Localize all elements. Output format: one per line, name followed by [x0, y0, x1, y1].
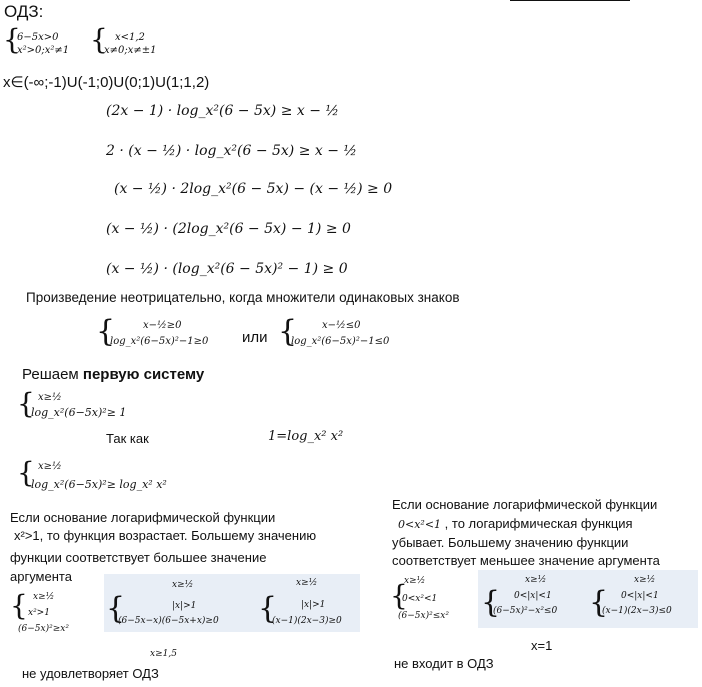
fs-line3: x≥½	[38, 461, 62, 472]
brace-icon: {	[481, 585, 501, 620]
left-result: x≥1,5	[150, 649, 177, 659]
left-s1-line3: (6−5x)²≥x²	[18, 624, 69, 634]
fs-line1: x≥½	[38, 392, 62, 403]
left-conclusion: не удовлетворяет ОДЗ	[22, 666, 159, 681]
right-result: x=1	[531, 638, 553, 653]
first-system-heading	[22, 366, 204, 383]
right-s1-line1: x≥½	[404, 576, 426, 586]
right-s1-line2: 0<x²<1	[402, 594, 438, 604]
left-s3-line3: (x−1)(2x−3)≥0	[272, 616, 342, 626]
left-s1-line1: x≥½	[33, 592, 55, 602]
left-text4: аргумента	[10, 569, 72, 584]
left-text3: функции соответствует большее значение	[10, 550, 267, 565]
brace-icon: {	[10, 589, 28, 622]
right-highlight	[478, 570, 698, 628]
step-line: (2x − 1) · log_x²(6 − 5x) ≥ x − ½	[106, 103, 339, 119]
fs-line2: log_x²(6−5x)²≥ 1	[31, 406, 127, 419]
brace-icon: {	[589, 585, 609, 620]
identity: 1=log_x² x²	[268, 429, 344, 444]
odz-sys2-line1: x<1,2	[115, 32, 145, 43]
right-s2-line2: 0<|x|<1	[514, 591, 552, 601]
right-text4: соответствует меньшее значение аргумента	[392, 553, 660, 568]
right-s3-line3: (x−1)(2x−3)≤0	[602, 606, 672, 616]
left-s2-line3: (6−5x−x)(6−5x+x)≥0	[118, 616, 219, 626]
right-conclusion: не входит в ОДЗ	[394, 656, 494, 671]
odz-sys1-line2: x²>0;x²≠1	[17, 45, 70, 56]
right-s2-line3: (6−5x)²−x²≤0	[493, 606, 558, 616]
left-s1-line2: x²>1	[28, 608, 50, 618]
brace-icon: {	[278, 314, 298, 349]
right-s3-line1: x≥½	[634, 575, 656, 585]
product-note: Произведение неотрицательно, когда множители одинаковых знаков	[26, 290, 460, 305]
brace-icon: {	[90, 23, 108, 56]
case-a-line2: log_x²(6−5x)²−1≥0	[110, 336, 209, 347]
right-s3-line2: 0<|x|<1	[621, 591, 659, 601]
case-b-line1: x−½≤0	[322, 320, 361, 331]
right-s2-line1: x≥½	[525, 575, 547, 585]
step-line: (x − ½) · (2log_x²(6 − 5x) − 1) ≥ 0	[106, 221, 351, 237]
right-text2-math: 0<x²<1	[398, 518, 442, 531]
left-s2-line2: |x|>1	[172, 601, 197, 611]
brace-icon: {	[3, 23, 21, 56]
step-line: (x − ½) · 2log_x²(6 − 5x) − (x − ½) ≥ 0	[114, 181, 393, 197]
fs-line4: log_x²(6−5x)²≥ log_x² x²	[31, 478, 167, 491]
first-system-bold: первую систему	[82, 366, 205, 383]
case-a-line1: x−½≥0	[143, 320, 182, 331]
brace-icon: {	[106, 591, 126, 626]
odz-sys2-line2: x≠0;x≠±1	[104, 45, 157, 56]
or-label: или	[242, 329, 268, 346]
brace-icon: {	[17, 456, 35, 489]
left-s3-line1: x≥½	[296, 578, 318, 588]
right-text1: Если основание логарифмической функции	[392, 497, 658, 512]
brace-icon: {	[96, 314, 116, 349]
step-line: 2 · (x − ½) · log_x²(6 − 5x) ≥ x − ½	[106, 143, 357, 159]
right-s1-line3: (6−5x)²≤x²	[398, 611, 449, 621]
since-label: Так как	[106, 431, 149, 446]
case-b-line2: log_x²(6−5x)²−1≤0	[291, 336, 390, 347]
brace-icon: {	[258, 591, 278, 626]
odz-label: ОДЗ:	[4, 2, 44, 21]
left-s3-line2: |x|>1	[301, 600, 326, 610]
right-text2-rest: , то логарифмическая функция	[444, 516, 633, 531]
left-text2: x²>1, то функция возрастает. Большему значению	[14, 528, 317, 543]
top-rule	[510, 0, 630, 1]
right-text3: убывает. Большему значению функции	[392, 535, 629, 550]
odz-sys1-line1: 6−5x>0	[17, 32, 59, 43]
left-text1: Если основание логарифмической функции	[10, 510, 276, 525]
brace-icon: {	[390, 579, 408, 612]
left-s2-line1: x≥½	[172, 580, 194, 590]
domain-line: x∈(-∞;-1)U(-1;0)U(0;1)U(1;1,2)	[3, 74, 210, 91]
brace-icon: {	[17, 387, 35, 420]
first-system-lead: Решаем	[22, 366, 79, 383]
step-line: (x − ½) · (log_x²(6 − 5x)² − 1) ≥ 0	[106, 261, 348, 277]
right-text2	[398, 516, 633, 531]
